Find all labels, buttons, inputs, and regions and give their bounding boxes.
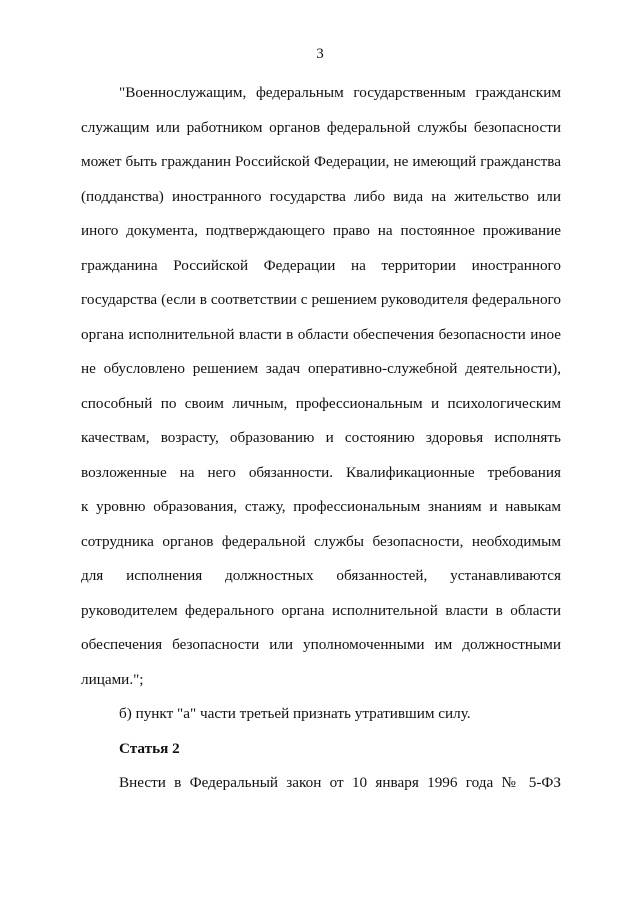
subpoint-b-line: б) пункт "а" части третьей признать утратившим силу. bbox=[119, 705, 471, 722]
text-line-3: может быть гражданин Российской Федерации, не имеющий гражданства bbox=[81, 153, 561, 170]
text-line-13: к уровню образования, стажу, профессиональным знаниям и навыкам bbox=[81, 498, 561, 515]
text-line-15: для исполнения должностных обязанностей, устанавливаются bbox=[81, 567, 561, 584]
text-line-10: способный по своим личным, профессиональным и психологическим bbox=[81, 394, 561, 412]
document-body bbox=[81, 82, 561, 807]
text-line-14: сотрудника органов федеральной службы безопасности, необходимым bbox=[81, 532, 561, 550]
article-2-heading: Статья 2 bbox=[119, 739, 180, 757]
text-line-11: качествам, возрасту, образованию и состоянию здоровья исполнять bbox=[81, 429, 561, 446]
text-line-12: возложенные на него обязанности. Квалификационные требования bbox=[81, 463, 561, 481]
text-line-2: служащим или работником органов федеральной службы безопасности bbox=[81, 118, 561, 136]
text-line-7: государства (если в соответствии с решением руководителя федерального bbox=[81, 291, 561, 308]
page-number: 3 bbox=[316, 46, 324, 62]
text-line-6: гражданина Российской Федерации на территории иностранного bbox=[81, 256, 561, 274]
text-line-9: не обусловлено решением задач оперативно-служебной деятельности), bbox=[81, 360, 561, 377]
text-line-1: "Военнослужащим, федеральным государственным гражданским bbox=[119, 84, 561, 101]
text-line-17: обеспечения безопасности или уполномоченными им должностными bbox=[81, 636, 561, 653]
text-line-8: органа исполнительной власти в области обеспечения безопасности иное bbox=[81, 325, 561, 343]
text-line-16: руководителем федерального органа исполнительной власти в области bbox=[81, 601, 561, 619]
text-line-4: (подданства) иностранного государства либо вида на жительство или bbox=[81, 187, 561, 205]
text-line-18: лицами."; bbox=[81, 670, 144, 688]
text-line-5: иного документа, подтверждающего право на постоянное проживание bbox=[81, 222, 561, 239]
article-2-first-line: Внести в Федеральный закон от 10 января 1996 года № 5-ФЗ bbox=[119, 774, 561, 791]
